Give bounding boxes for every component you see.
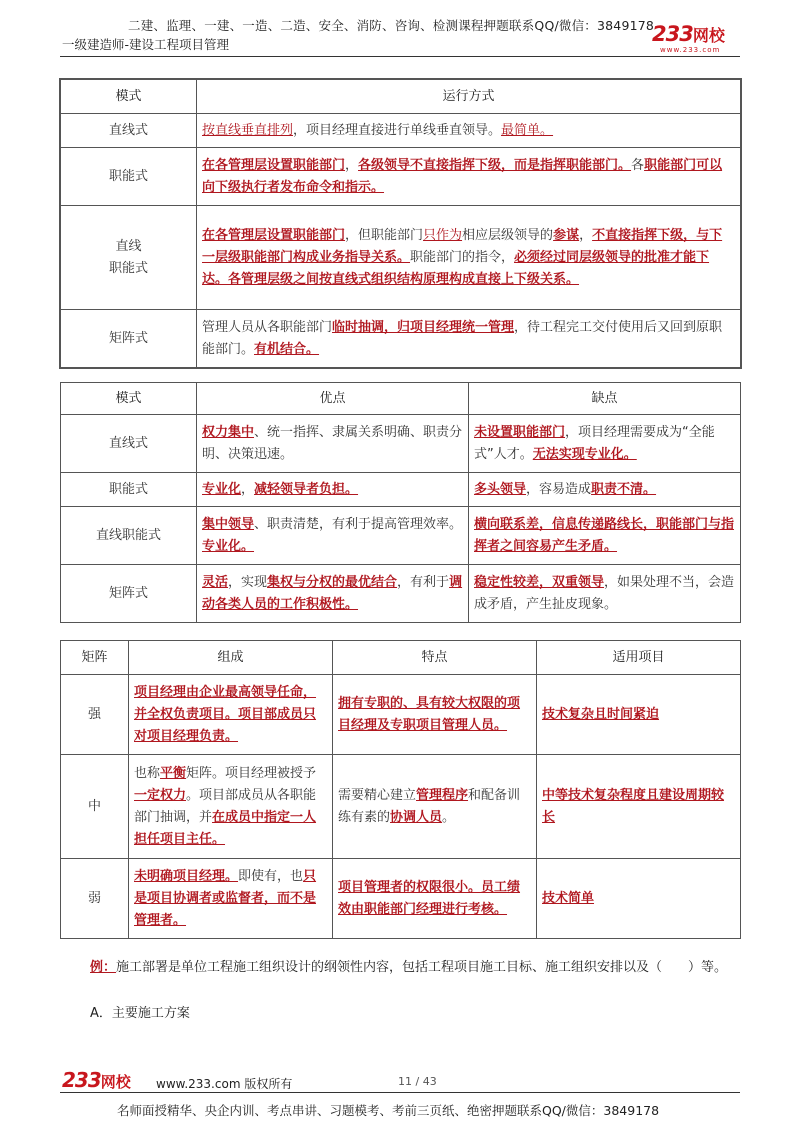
- footer-contact-line: 名师面授精华、央企内训、考点串讲、习题模考、考前三页纸、绝密押题联系QQ/微信：3849178: [117, 1103, 660, 1118]
- header-divider: [60, 56, 740, 57]
- logo-text: 网校: [692, 26, 725, 45]
- table-row: [61, 473, 741, 507]
- operation-cell: 按直线垂直排列，项目经理直接进行单线垂直领导。最简单。: [197, 114, 741, 148]
- mode-cell: 直线式: [61, 415, 197, 473]
- composition-cell: 项目经理由企业最高领导任命，并全权负责项目。项目部成员只对项目经理负责。: [129, 675, 333, 755]
- table-row: [61, 415, 741, 473]
- mode-cell: 直线 职能式: [61, 206, 197, 310]
- table-row: [61, 755, 741, 859]
- option-a: A．主要施工方案: [90, 1006, 190, 1021]
- pros-cell: 权力集中、统一指挥、隶属关系明确、职责分明、决策迅速。: [197, 415, 469, 473]
- org-structure-operation-table: [60, 79, 741, 368]
- table-header-row: [61, 641, 741, 675]
- example-label: 例：: [90, 960, 117, 975]
- table-header-row: [61, 80, 741, 114]
- composition-cell: 也称平衡矩阵。项目经理被授予一定权力。项目部成员从各职能部门抽调，并在成员中指定一人担任项目主任。: [129, 755, 333, 859]
- col-header-operation: 运行方式: [197, 80, 741, 114]
- pros-cell: 灵活，实现集权与分权的最优结合，有利于调动各类人员的工作积极性。: [197, 565, 469, 623]
- mode-cell: 职能式: [61, 473, 197, 507]
- table-row: [61, 310, 741, 368]
- cons-cell: 稳定性较差，双重领导，如果处理不当，会造成矛盾，产生扯皮现象。: [469, 565, 741, 623]
- matrix-type-table: [60, 640, 741, 939]
- mode-cell: 职能式: [61, 148, 197, 206]
- col-header-features: 特点: [333, 641, 537, 675]
- table-row: [61, 507, 741, 565]
- table-row: [61, 148, 741, 206]
- cons-cell: 未设置职能部门，项目经理需要成为“全能式”人才。无法实现专业化。: [469, 415, 741, 473]
- footer-divider: [60, 1092, 740, 1093]
- org-structure-pros-cons-table: [60, 382, 741, 623]
- footer-copyright: www.233.com 版权所有: [156, 1077, 293, 1091]
- mode-cell: 直线式: [61, 114, 197, 148]
- col-header-mode: 模式: [61, 80, 197, 114]
- applicable-cell: 技术简单: [537, 859, 741, 939]
- example-question: [62, 956, 740, 980]
- features-cell: 拥有专职的、具有较大权限的项目经理及专职项目管理人员。: [333, 675, 537, 755]
- cons-cell: 多头领导，容易造成职责不清。: [469, 473, 741, 507]
- table-row: [61, 859, 741, 939]
- col-header-cons: 缺点: [469, 383, 741, 415]
- col-header-composition: 组成: [129, 641, 333, 675]
- cons-cell: 横向联系差，信息传递路线长，职能部门与指挥者之间容易产生矛盾。: [469, 507, 741, 565]
- table-row: [61, 565, 741, 623]
- page-number: 11 / 43: [398, 1075, 437, 1088]
- example-text: 施工部署是单位工程施工组织设计的纲领性内容，包括工程项目施工目标、施工组织安排以及（ ）等。: [116, 960, 728, 975]
- header-subject: 一级建造师-建设工程项目管理: [62, 37, 230, 52]
- table-row: [61, 114, 741, 148]
- col-header-matrix: 矩阵: [61, 641, 129, 675]
- header-contact-line: 二建、监理、一建、一造、二造、安全、消防、咨询、检测课程押题联系QQ/微信：3849178: [128, 18, 655, 33]
- col-header-mode: 模式: [61, 383, 197, 415]
- matrix-level-cell: 弱: [61, 859, 129, 939]
- mode-cell: 矩阵式: [61, 565, 197, 623]
- logo-url: www.233.com: [660, 46, 721, 54]
- table-row: [61, 675, 741, 755]
- brand-logo: [652, 22, 742, 54]
- footer-logo-number: 233: [62, 1068, 101, 1092]
- features-cell: 需要精心建立管理程序和配备训练有素的协调人员。: [333, 755, 537, 859]
- mode-cell: 矩阵式: [61, 310, 197, 368]
- col-header-applicable: 适用项目: [537, 641, 741, 675]
- matrix-level-cell: 中: [61, 755, 129, 859]
- mode-cell: 直线职能式: [61, 507, 197, 565]
- matrix-level-cell: 强: [61, 675, 129, 755]
- applicable-cell: 技术复杂且时间紧迫: [537, 675, 741, 755]
- operation-cell: 管理人员从各职能部门临时抽调，归项目经理统一管理，待工程完工交付使用后又回到原职能部门。有机结合。: [197, 310, 741, 368]
- footer-logo: [62, 1068, 131, 1092]
- col-header-pros: 优点: [197, 383, 469, 415]
- features-cell: 项目管理者的权限很小。员工绩效由职能部门经理进行考核。: [333, 859, 537, 939]
- operation-cell: 在各管理层设置职能部门，但职能部门只作为相应层级领导的参谋，不直接指挥下级，与下一层级职能部门构成业务指导关系。职能部门的指令，必须经过同层级领导的批准才能下达。各管理层级之间按直线式组织结构原理构成直接上下级关系。: [197, 206, 741, 310]
- pros-cell: 集中领导、职责清楚，有利于提高管理效率。专业化。: [197, 507, 469, 565]
- logo-number: 233: [652, 22, 693, 46]
- applicable-cell: 中等技术复杂程度且建设周期较长: [537, 755, 741, 859]
- composition-cell: 未明确项目经理。即使有，也只是项目协调者或监督者，而不是管理者。: [129, 859, 333, 939]
- pros-cell: 专业化，减轻领导者负担。: [197, 473, 469, 507]
- table-header-row: [61, 383, 741, 415]
- table-row: [61, 206, 741, 310]
- operation-cell: 在各管理层设置职能部门，各级领导不直接指挥下级，而是指挥职能部门。各职能部门可以向下级执行者发布命令和指示。: [197, 148, 741, 206]
- footer-logo-text: 网校: [100, 1073, 131, 1091]
